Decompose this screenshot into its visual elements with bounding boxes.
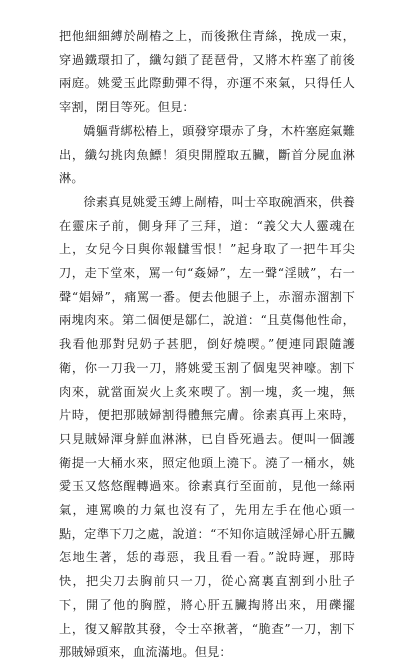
document-page: [59, 25, 355, 665]
paragraph-1: 把他細細縛於剮樁之上，而後揪住青絲，挽成一束，穿過鐵環扣了，纖勾鎖了琵琶骨，又將木杵塞了前後兩庭。姚愛玉此際動彈不得，亦運不來氣，只得任人宰割，閉目等死。但見：: [59, 29, 355, 115]
paragraph-2-poem: 嬌軀背綁松樁上，頭發穿環赤了身，木杵塞庭氣難出，纖勾挑肉魚鰾！須臾開膛取五臟，斷首分屍血淋淋。: [59, 123, 355, 186]
paragraph-3: 徐素真見姚愛玉縛上剮樁，叫士卒取碗酒來，供養在靈床子前，側身拜了三拜，道：“義父大人靈魂在上，女兒今日與你報讎雪恨！”起身取了一把牛耳尖刀，走下堂來，罵一句“姦婦”，左一聲“淫賊”，右一聲“娼婦”，痛罵一番。便去他腿子上，赤溜赤溜割下兩塊肉來。第二個便是鄒仁，說道：“且莫傷他性命，我看他那對兒奶子甚肥，倒好燒喫。”便連同跟隨護衛，你一刀我一刀，將姚愛玉割了個鬼哭神嚎。割下肉來，就當面炭火上炙來喫了。割一塊，炙一塊，無片時，便把那賊婦割得體無完膚。徐素真再上來時，只見賊婦渾身鮮血淋淋，已自昏死過去。便叫一個護衛提一大桶水來，照定他頭上澆下。澆了一桶水，姚愛玉又悠悠醒轉過來。徐素真行至面前，見他一絲兩氣，連罵喚的力氣也沒有了，先用左手在他心頭一點，定準下刀之處，說道：“不知你這賊淫婦心肝五臟怎地生著，恁的毒惡，我且看一看。”說時遲，那時快，把尖刀去胸前只一刀，從心窩裏直割到小肚子下，開了他的胸膛，將心肝五臟掏將出來，用礫擺上，復又解散其發，令士卒揪著，“脆查”一刀，割下那賊婦頭來，血流滿地。但見：: [59, 194, 355, 660]
